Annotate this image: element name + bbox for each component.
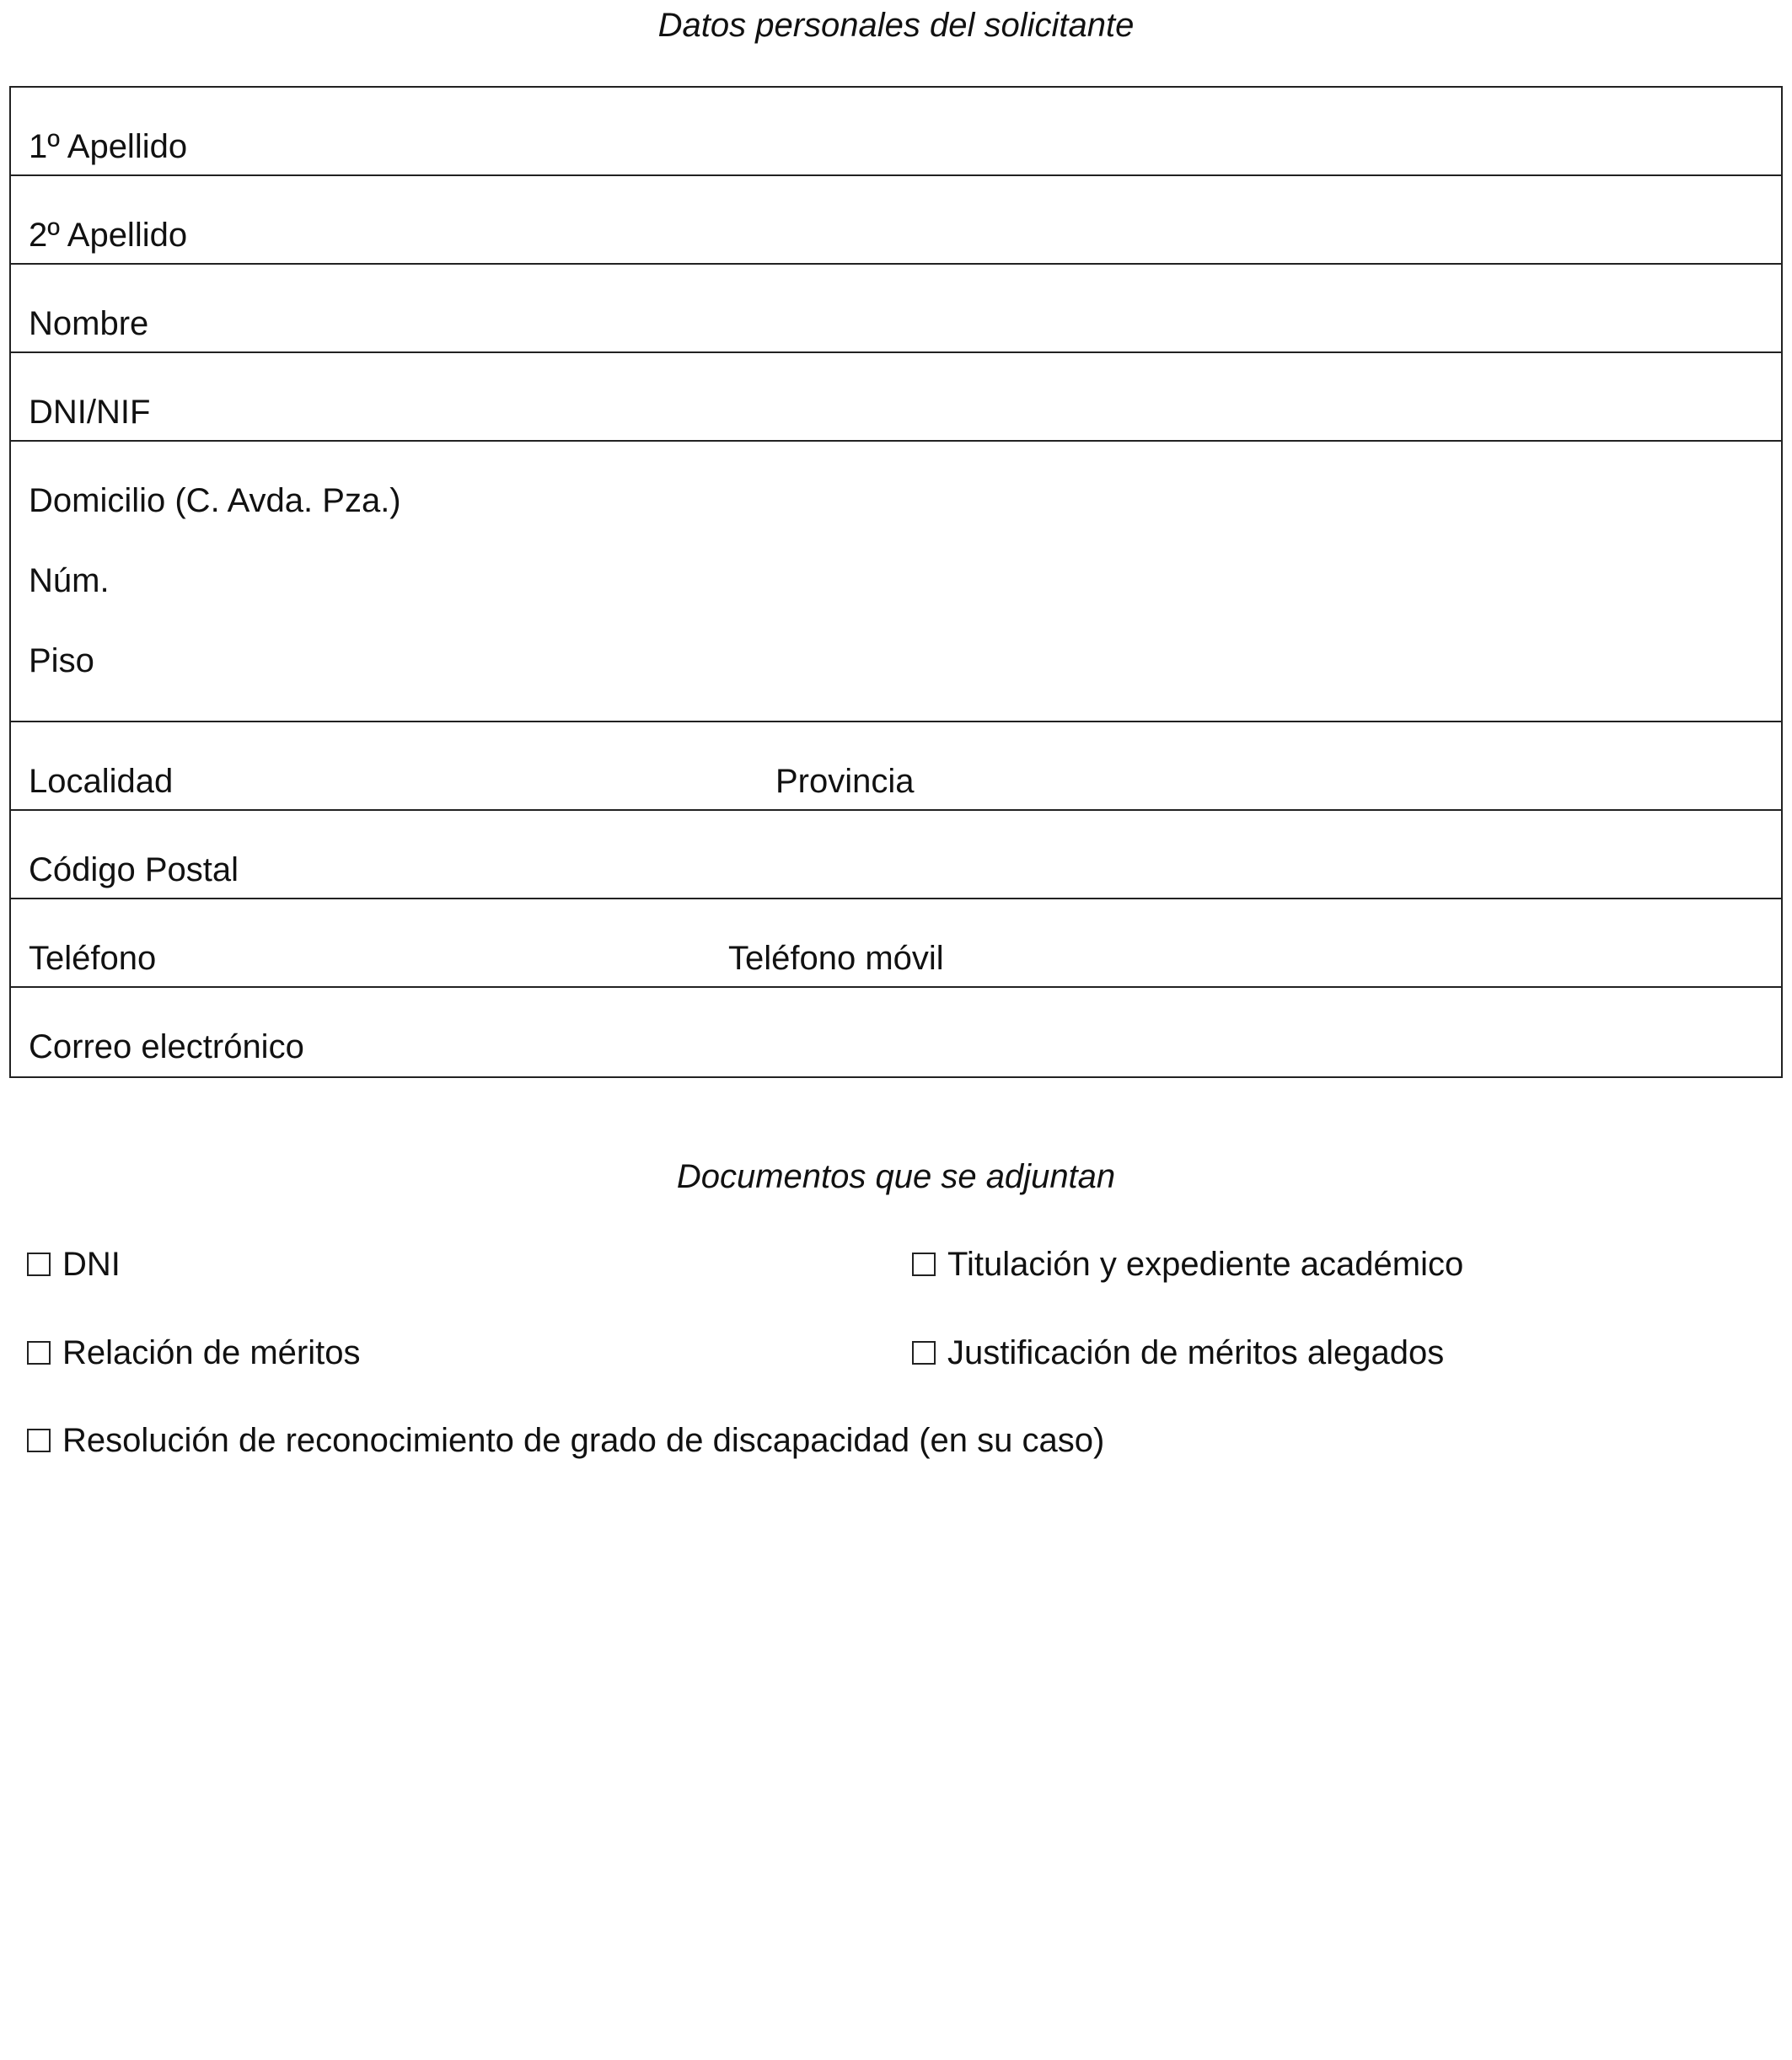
dni-nif-label: DNI/NIF: [29, 394, 151, 431]
row-correo[interactable]: [11, 988, 1781, 1076]
doc-titulacion-label: Titulación y expediente académico: [947, 1246, 1464, 1283]
doc-titulacion[interactable]: [910, 1244, 1463, 1285]
row-apellido2[interactable]: [11, 176, 1781, 265]
row-nombre[interactable]: [11, 265, 1781, 353]
row-localidad-provincia[interactable]: [11, 722, 1781, 811]
row-dni-nif[interactable]: [11, 353, 1781, 442]
codigo-postal-label: Código Postal: [29, 851, 239, 888]
doc-relacion-meritos[interactable]: [25, 1333, 361, 1373]
doc-discapacidad[interactable]: [25, 1420, 1104, 1461]
checkbox-icon[interactable]: [912, 1253, 936, 1276]
personal-data-table: [9, 86, 1783, 1078]
doc-dni[interactable]: [25, 1244, 121, 1285]
checkbox-icon[interactable]: [27, 1253, 51, 1276]
row-codigo-postal[interactable]: [11, 811, 1781, 899]
correo-label: Correo electrónico: [29, 1028, 304, 1065]
checkbox-icon[interactable]: [912, 1341, 936, 1365]
num-label: Núm.: [29, 562, 110, 599]
doc-relacion-meritos-label: Relación de méritos: [62, 1334, 361, 1371]
localidad-label: Localidad: [29, 763, 174, 800]
nombre-label: Nombre: [29, 305, 149, 342]
personal-data-title: Datos personales del solicitante: [657, 7, 1135, 44]
doc-dni-label: DNI: [62, 1246, 121, 1283]
row-apellido1[interactable]: [11, 88, 1781, 176]
row-telefonos[interactable]: [11, 899, 1781, 988]
row-domicilio[interactable]: [11, 442, 1781, 722]
apellido2-label: 2º Apellido: [29, 217, 188, 254]
apellido1-label: 1º Apellido: [29, 128, 188, 165]
doc-discapacidad-label: Resolución de reconocimiento de grado de discapacidad (en su caso): [62, 1422, 1105, 1459]
telefono-movil-label: Teléfono móvil: [728, 940, 944, 977]
provincia-label: Provincia: [775, 763, 915, 800]
piso-label: Piso: [29, 642, 94, 679]
checkbox-icon[interactable]: [27, 1429, 51, 1452]
domicilio-label: Domicilio (C. Avda. Pza.): [29, 482, 401, 519]
doc-justificacion-meritos-label: Justificación de méritos alegados: [947, 1334, 1445, 1371]
documents-title: Documentos que se adjuntan: [676, 1158, 1116, 1195]
doc-justificacion-meritos[interactable]: [910, 1333, 1444, 1373]
telefono-label: Teléfono: [29, 940, 157, 977]
checkbox-icon[interactable]: [27, 1341, 51, 1365]
